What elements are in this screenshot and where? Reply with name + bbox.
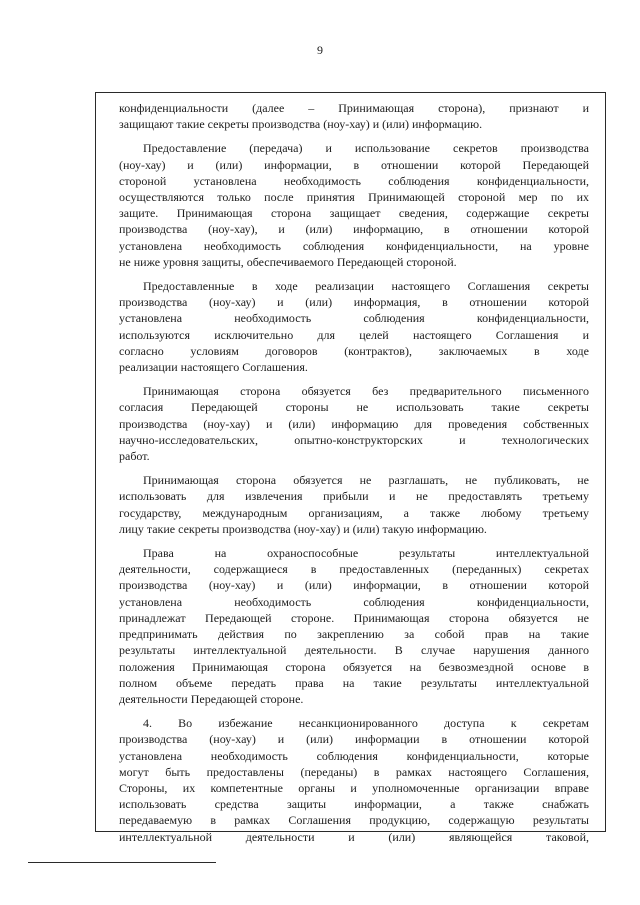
text-frame	[95, 92, 606, 844]
text-line: Стороны, их компетентные органы и уполномоченные организации вправе	[119, 780, 589, 795]
text-line: реализации настоящего Соглашения.	[119, 360, 308, 375]
text-line: установлена необходимость соблюдения конфиденциальности, на уровне	[119, 238, 589, 253]
text-line: защите. Принимающая сторона защищает сведения, содержащие секреты	[119, 206, 589, 221]
text-line: Принимающая сторона обязуется без предварительного письменного	[143, 384, 589, 399]
text-line: научно-исследовательских, опытно-конструкторских и технологических	[119, 432, 589, 447]
paragraph	[119, 715, 589, 845]
text-line: установлена необходимость соблюдения конфиденциальности,	[119, 594, 589, 609]
paragraph	[119, 472, 589, 537]
text-line: использовать для извлечения прибыли и не предоставлять третьему	[119, 489, 589, 504]
text-line: использовать средства защиты информации, а также снабжать	[119, 797, 589, 812]
text-line: Предоставленные в ходе реализации настоящего Соглашения секреты	[143, 279, 589, 294]
text-line: конфиденциальности (далее – Принимающая сторона), признают и	[119, 101, 589, 115]
text-line: деятельности Передающей стороне.	[119, 691, 304, 706]
text-line: осуществляются только после принятия Принимающей стороной мер по их	[119, 190, 589, 205]
paragraph	[119, 140, 589, 270]
text-line: производства (ноу-хау) и (или) информации в отношении которой	[119, 732, 589, 747]
text-line: полном объеме передать права на такие результаты интеллектуальной	[119, 675, 589, 690]
text-line: результаты интеллектуальной деятельности. В случае нарушения данного	[119, 643, 589, 658]
text-line: интеллектуальной деятельности и (или) являющейся таковой,	[119, 829, 589, 844]
paragraph	[119, 278, 589, 375]
text-line: передаваемую в рамках Соглашения продукцию, содержащую результаты	[119, 813, 589, 828]
text-line: производства (ноу-хау), и (или) информацию, в отношении которой	[119, 222, 589, 237]
footnote-separator	[28, 862, 216, 863]
paragraph	[119, 545, 589, 707]
text-line: принадлежат Передающей стороне. Принимающая сторона обязуется не	[119, 610, 589, 625]
text-line: установлена необходимость соблюдения конфиденциальности,	[119, 311, 589, 326]
text-line: не ниже уровня защиты, обеспечиваемого Передающей стороной.	[119, 254, 457, 269]
text-line: согласия Передающей стороны не использовать такие секреты	[119, 400, 589, 415]
text-line: государству, международным организациям, а также любому третьему	[119, 505, 589, 520]
text-line: Права на охраноспособные результаты интеллектуальной	[143, 546, 589, 561]
paragraph	[119, 100, 589, 132]
text-line: Предоставление (передача) и использование секретов производства	[143, 141, 589, 156]
text-line: работ.	[119, 449, 150, 464]
text-line: лицу такие секреты производства (ноу-хау) и (или) такую информацию.	[119, 521, 487, 536]
text-line: согласно условиям договоров (контрактов), заключаемых в ходе	[119, 343, 589, 358]
text-line: производства (ноу-хау) и (или) информацию для проведения собственных	[119, 416, 589, 431]
text-line: положения Принимающая сторона обязуется на безвозмездной основе в	[119, 659, 589, 674]
text-line: Принимающая сторона обязуется не разглашать, не публиковать, не	[143, 473, 589, 488]
text-line: защищают такие секреты производства (ноу-хау) и (или) информацию.	[119, 117, 483, 132]
text-line: деятельности, содержащиеся в предоставленных (переданных) секретах	[119, 562, 589, 577]
page-number: 9	[317, 43, 323, 57]
text-line: стороной установлена необходимость соблюдения конфиденциальности,	[119, 173, 589, 188]
text-line: производства (ноу-хау) и (или) информации, в отношении которой	[119, 578, 589, 593]
text-line: предпринимать действия по закреплению за собой прав на такие	[119, 627, 589, 642]
text-line: установлена необходимость соблюдения конфиденциальности, которые	[119, 748, 589, 763]
text-line: могут быть предоставлены (переданы) в рамках настоящего Соглашения,	[119, 764, 589, 779]
paragraph	[119, 383, 589, 464]
text-line: 4. Во избежание несанкционированного доступа к секретам	[143, 716, 589, 731]
text-line: используются исключительно для целей настоящего Соглашения и	[119, 327, 589, 342]
text-line: (ноу-хау) и (или) информации, в отношении которой Передающей	[119, 157, 589, 172]
text-line: производства (ноу-хау) и (или) информация, в отношении которой	[119, 295, 589, 310]
